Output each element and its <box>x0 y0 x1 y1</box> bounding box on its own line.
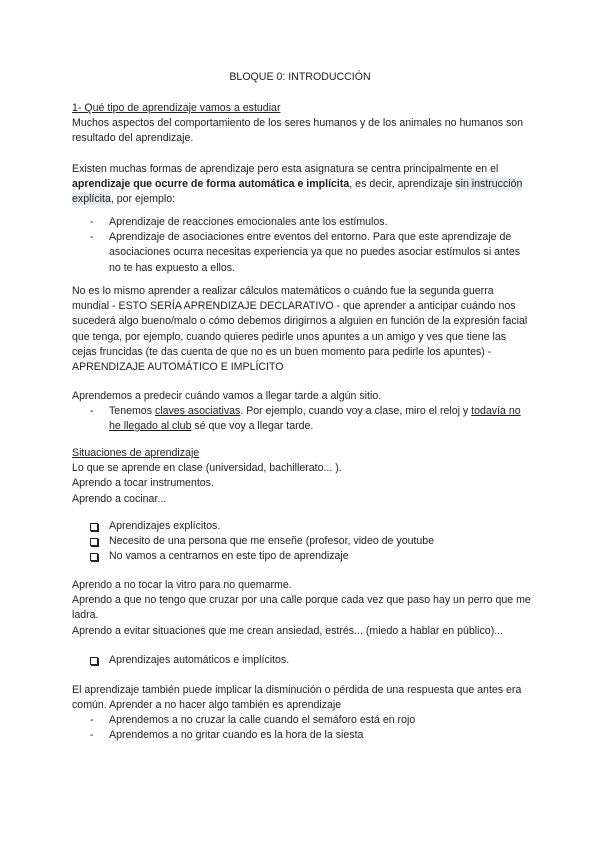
checklist-implicit <box>88 653 532 668</box>
list-item: - Aprendemos a no cruzar la calle cuando el semáforo está en rojo <box>88 713 532 728</box>
bold-phrase: aprendizaje que ocurre de forma automática e implícita <box>72 178 350 191</box>
list-item-text: . Por ejemplo, cuando voy a clase, miro el reloj y <box>240 405 472 417</box>
checkbox-bullet-icon <box>90 538 98 546</box>
checkbox-bullet-icon <box>90 553 98 561</box>
paragraph-predict: Aprendemos a predecir cuándo vamos a llegar tarde a algún sitio. <box>72 390 382 402</box>
page-title: BLOQUE 0: INTRODUCCIÓN <box>229 71 371 83</box>
section-1 <box>72 101 532 147</box>
list-item-text: sé que voy a llegar tarde. <box>191 420 314 433</box>
section-2-heading: Situaciones de aprendizaje <box>72 447 200 459</box>
list-item <box>88 404 532 434</box>
checklist-item-text: Aprendizajes explícitos. <box>109 520 221 532</box>
predict-list <box>88 404 532 434</box>
paragraph-text: Existen muchas formas de aprendizaje pero esta asignatura se centra principalmente en el <box>72 163 499 175</box>
checklist-item <box>88 549 532 564</box>
list-item-text: Tenemos <box>109 405 155 417</box>
text-line: Aprendo a cocinar... <box>72 492 167 505</box>
section-2 <box>72 446 532 507</box>
situations-implicit <box>72 578 532 639</box>
section-1-heading: 1- Qué tipo de aprendizaje vamos a estudiar <box>72 102 281 114</box>
text-line: Aprendo a tocar instrumentos. <box>72 477 214 490</box>
underlined-phrase: claves asociativas <box>154 405 241 417</box>
checkbox-bullet-icon <box>90 523 98 531</box>
checkbox-bullet-icon <box>90 657 98 665</box>
checklist-item-text: Aprendizajes automáticos e implícitos. <box>109 654 290 666</box>
checklist-item <box>88 534 532 549</box>
paragraph-forms <box>72 162 532 208</box>
underlined-phrase: todavía no he llegado al club <box>109 405 521 433</box>
paragraph-declarative: No es lo mismo aprender a realizar cálculos matemáticos o cuándo fue la segunda guerra mundial - ESTO SERÍA APRENDIZAJE DECLARATIVO - que aprender a anticipar cuándo nos sucederá algo bueno/malo o cómo debemos dirigirnos a alguien en función de la expresión facial que tenga, por ejemplo, cuando quieres pedirle unos apuntes a un amigo y ves que tiene las cejas fruncidas (te das cuenta de que no es un buen momento para pedirle los apuntes) - APRENDIZAJE AUTOMÁTICO E IMPLÍCITO <box>72 285 528 374</box>
list-item: - Aprendemos a no gritar cuando es la hora de la siesta <box>88 728 532 743</box>
text-line: Aprendo a no tocar la vitro para no quemarme. <box>72 579 292 591</box>
section-1-intro: Muchos aspectos del comportamiento de los seres humanos y de los animales no humanos son resultado del aprendizaje. <box>72 117 524 145</box>
list-item: - Aprendizaje de reacciones emocionales ante los estímulos. <box>88 215 532 230</box>
extinction-list <box>88 713 532 743</box>
highlighted-phrase: sin instrucción explícita <box>72 178 523 206</box>
paragraph-extinction: El aprendizaje también puede implicar la disminución o pérdida de una respuesta que antes era común. Aprender a no hacer algo también es aprendizaje <box>72 684 522 712</box>
text-line: Aprendo a evitar situaciones que me crean ansiedad, estrés... (miedo a hablar en público)... <box>72 624 504 637</box>
paragraph-text: , es decir, aprendizaje <box>349 178 456 191</box>
checklist-explicit <box>88 519 532 565</box>
checklist-item <box>88 653 532 668</box>
checklist-item <box>88 519 532 534</box>
checklist-item-text: No vamos a centrarnos en este tipo de aprendizaje <box>109 550 349 563</box>
checklist-item-text: Necesito de una persona que me enseñe (profesor, video de youtube <box>109 535 435 548</box>
text-line: Aprendo a que no tengo que cruzar por una calle porque cada vez que paso hay un perro que me ladra. <box>72 594 531 622</box>
list-item: - Aprendizaje de asociaciones entre eventos del entorno. Para que este aprendizaje de asociaciones ocurra necesitas experiencia ya que no puedes asociar estímulos si antes no te has expuesto a ellos. <box>88 230 532 276</box>
text-line: Lo que se aprende en clase (universidad, bachillerato... ). <box>72 462 342 475</box>
paragraph-text: , por ejemplo: <box>110 193 176 206</box>
examples-list <box>88 215 532 276</box>
